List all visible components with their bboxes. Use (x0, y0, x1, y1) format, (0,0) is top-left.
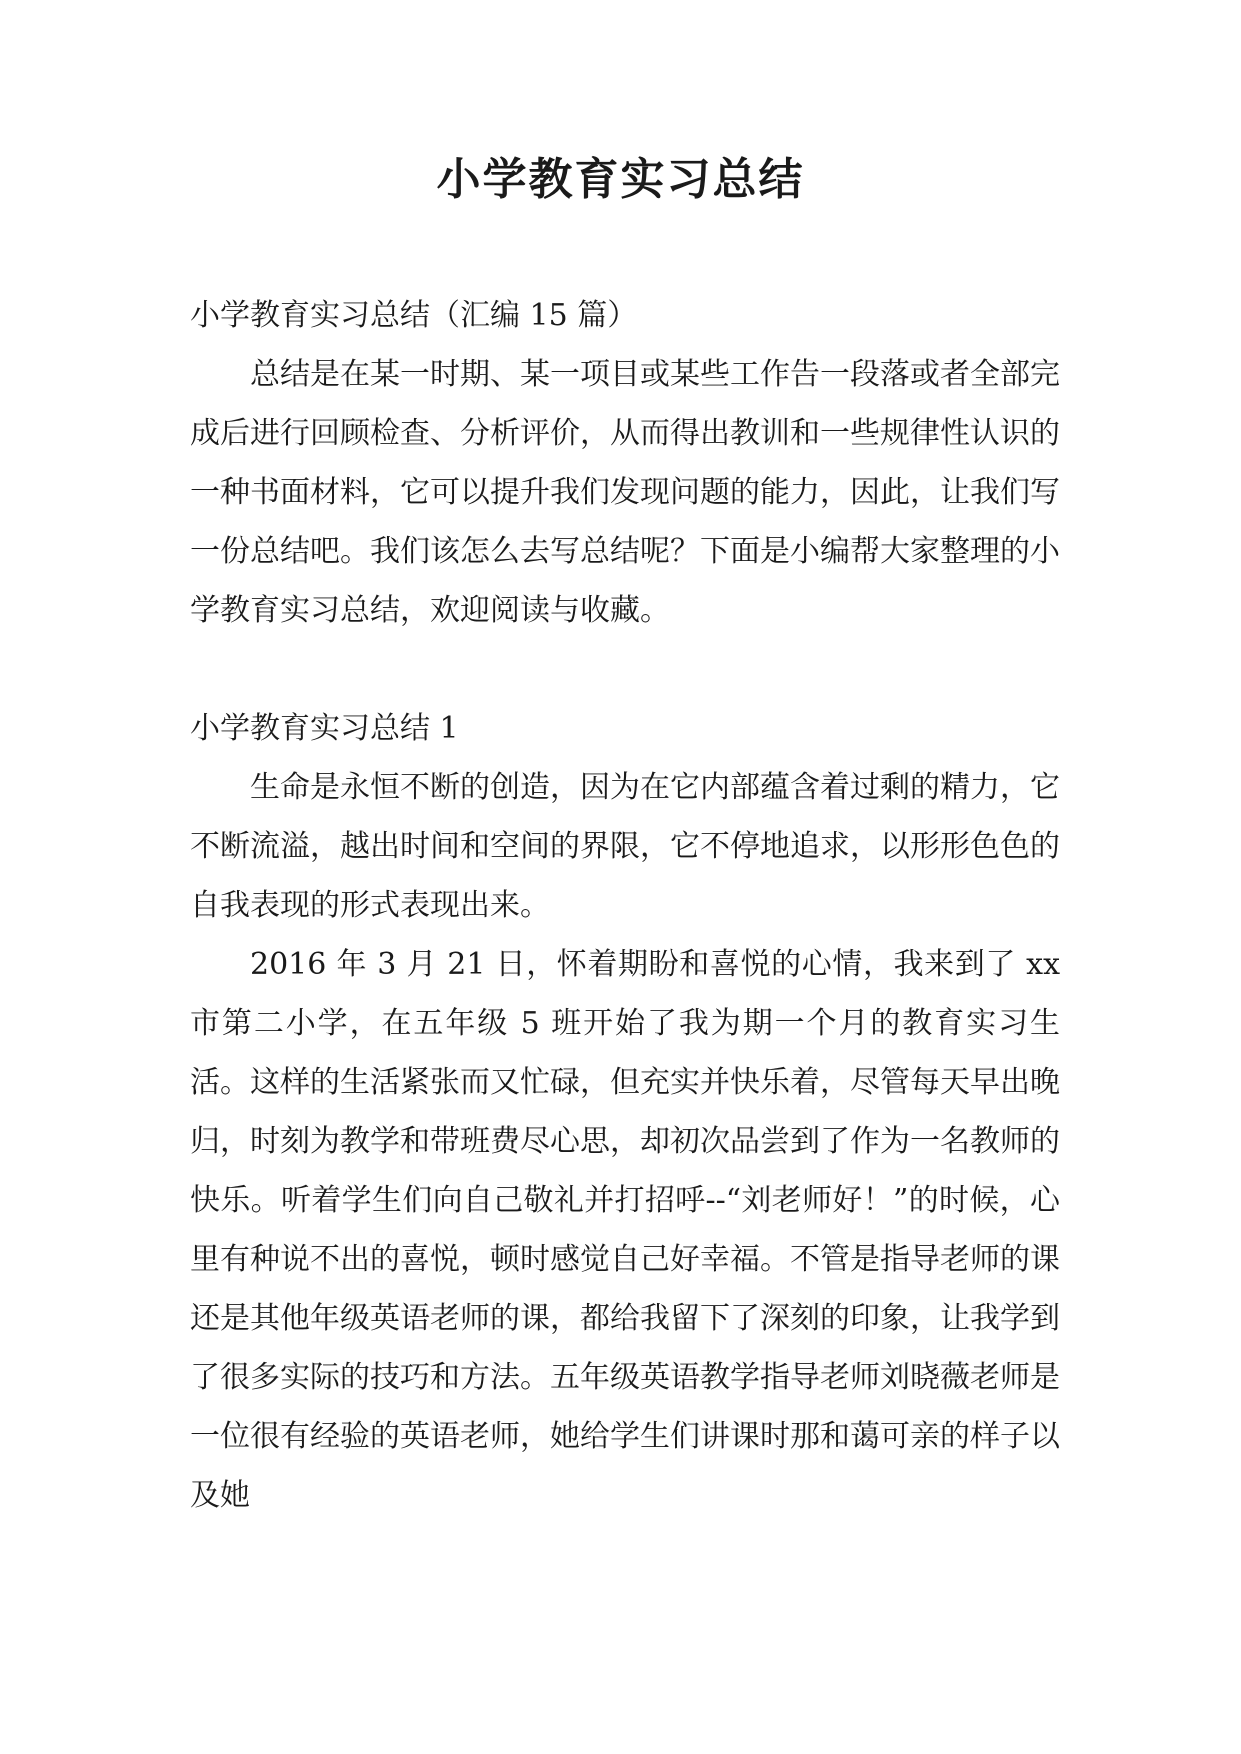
collection-subtitle: 小学教育实习总结（汇编 15 篇） (190, 298, 638, 333)
section-heading: 小学教育实习总结 1 (190, 711, 459, 746)
section-spacer (190, 640, 1060, 699)
intro-paragraph: 总结是在某一时期、某一项目或某些工作告一段落或者全部完成后进行回顾检查、分析评价，从而得出教训和一些规律性认识的一种书面材料，它可以提升我们发现问题的能力，因此，让我们写一份总结吧。我们该怎么去写总结呢？下面是小编帮大家整理的小学教育实习总结，欢迎阅读与收藏。 (190, 357, 1060, 628)
section-paragraph-1: 生命是永恒不断的创造，因为在它内部蕴含着过剩的精力，它不断流溢，越出时间和空间的界限，它不停地追求，以形形色色的自我表现的形式表现出来。 (190, 770, 1060, 923)
document-body (190, 286, 1060, 1525)
document-title: 小学教育实习总结 (436, 154, 805, 205)
section-paragraph-2: 2016 年 3 月 21 日，怀着期盼和喜悦的心情，我来到了 xx 市第二小学，在五年级 5 班开始了我为期一个月的教育实习生活。这样的生活紧张而又忙碌，但充实并快乐着，尽管每天早出晚归，时刻为教学和带班费尽心思，却初次品尝到了作为一名教师的快乐。听着学生们向自己敬礼并打招呼--“刘老师好！”的时候，心里有种说不出的喜悦，顿时感觉自己好幸福。不管是指导老师的课还是其他年级英语老师的课，都给我留下了深刻的印象，让我学到了很多实际的技巧和方法。五年级英语教学指导老师刘晓薇老师是一位很有经验的英语老师，她给学生们讲课时那和蔼可亲的样子以及她 (190, 947, 1060, 1513)
